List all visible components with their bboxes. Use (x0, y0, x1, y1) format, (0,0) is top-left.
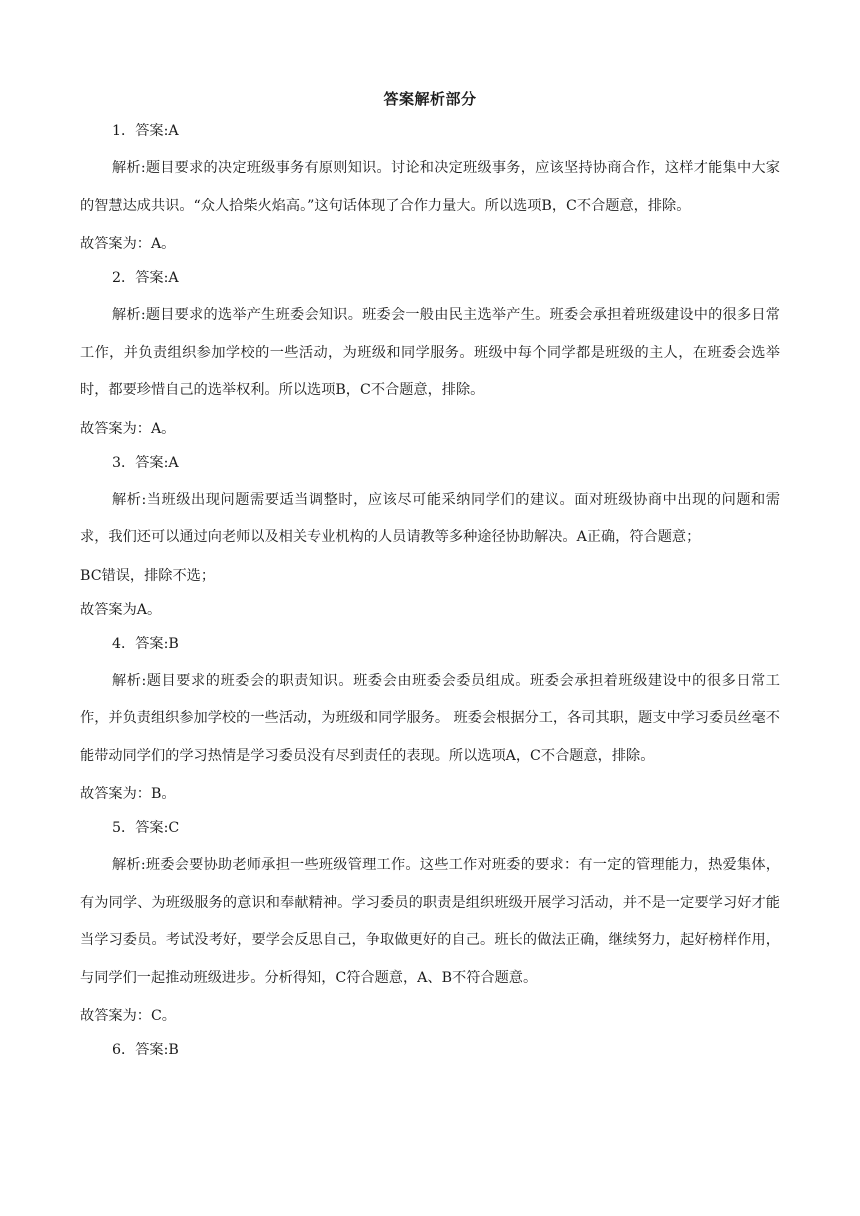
analysis-paragraph: 解析:题目要求的选举产生班委会知识。班委会一般由民主选举产生。班委会承担着班级建设中的很多日常工作，并负责组织参加学校的一些活动，为班级和同学服务。班级中每个同学都是班级的主人，在班委会选举时，都要珍惜自己的选举权利。所以选项B，C不合题意，排除。 (80, 307, 780, 398)
extra-line: BC错误，排除不选； (80, 567, 216, 584)
conclusion-line: 故答案为A。 (80, 601, 162, 618)
answer-line: 5．答案:C (112, 820, 180, 836)
answer-line: 2．答案:A (112, 270, 179, 286)
analysis-paragraph: 解析:当班级出现问题需要适当调整时，应该尽可能采纳同学们的建议。面对班级协商中出现的问题和需求，我们还可以通过向老师以及相关专业机构的人员请教等多种途径协助解决。A正确，符合题意； (80, 491, 780, 545)
answer-line: 3．答案:A (112, 454, 179, 471)
conclusion-line: 故答案为：B。 (80, 786, 176, 802)
analysis-paragraph: 解析:题目要求的班委会的职责知识。班委会由班委会委员组成。班委会承担着班级建设中的很多日常工作，并负责组织参加学校的一些活动，为班级和同学服务。 班委会根据分工，各司其职，题支中学习委员丝毫不能带动同学们的学习热情是学习委员没有尽到责任的表现。所以选项A，C不合题意，排除。 (80, 672, 780, 764)
analysis-paragraph: 解析:班委会要协助老师承担一些班级管理工作。这些工作对班委的要求：有一定的管理能力，热爱集体，有为同学、为班级服务的意识和奉献精神。学习委员的职责是组织班级开展学习活动，并不是一定要学习好才能当学习委员。考试没考好，要学会反思自己，争取做更好的自己。班长的做法正确，继续努力，起好榜样作用，与同学们一起推动班级进步。分析得知，C符合题意，A、B不符合题意。 (80, 857, 780, 986)
answer-line: 4．答案:B (112, 635, 179, 652)
answer-line: 1．答案:A (112, 123, 179, 139)
section-title: 答案解析部分 (383, 90, 477, 108)
conclusion-line: 故答案为：A。 (80, 420, 176, 437)
conclusion-line: 故答案为：A。 (80, 236, 176, 252)
analysis-paragraph: 解析:题目要求的决定班级事务有原则知识。讨论和决定班级事务，应该坚持协商合作，这样才能集中大家的智慧达成共识。“众人拾柴火焰高。”这句话体现了合作力量大。所以选项B，C不合题意，排除。 (80, 160, 780, 214)
answer-list (80, 116, 780, 1069)
answer-line: 6．答案:B (112, 1042, 179, 1058)
conclusion-line: 故答案为：C。 (80, 1008, 176, 1024)
